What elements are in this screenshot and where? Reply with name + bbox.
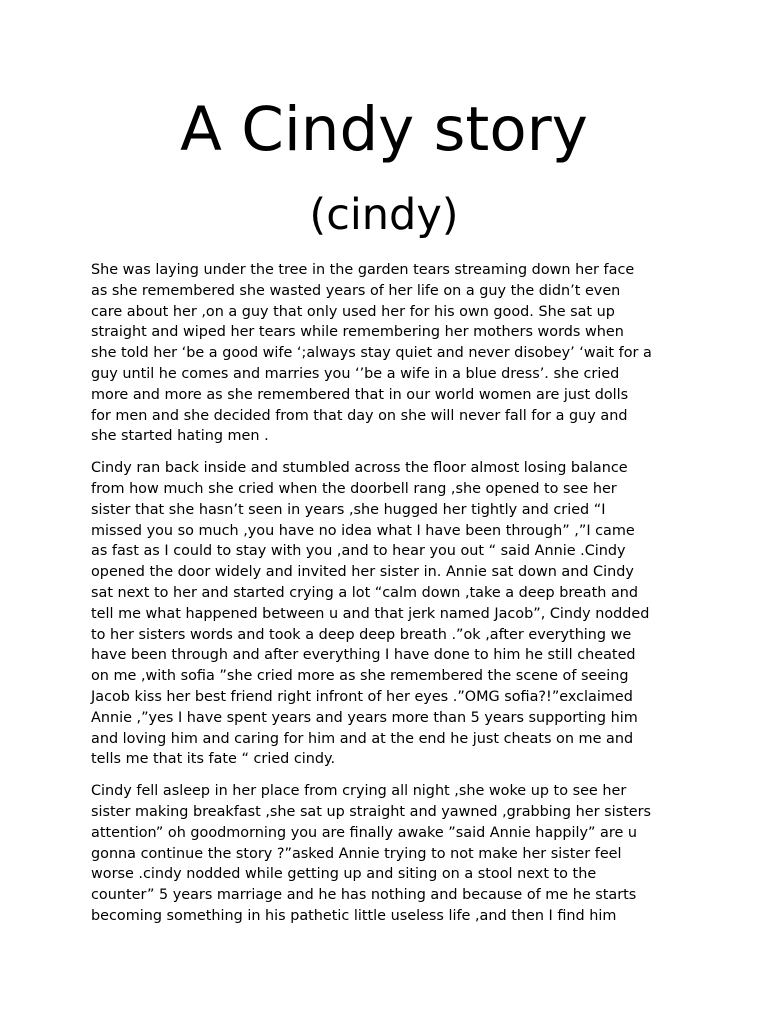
story-paragraph-2: Cindy ran back inside and stumbled across the floor almost losing balance from how much she cried when the doorbell rang ,she opened to see her sister that she hasn’t seen in years ,she hugged her tightly and cried “I missed you so much ,you have no idea what I have been through” ,”I came as fast as I could to stay with you ,and to hear you out “ said Annie .Cindy opened the door widely and invited her sister in. Annie sat down and Cindy sat next to her and started crying a lot “calm down ,take a deep breath and tell me what happened between u and that jerk named Jacob”, Cindy nodded to her sisters words and took a deep deep breath .”ok ,after everything we have been through and after everything I have done to him he still cheated on me ,with sofia ”she cried more as she remembered the scene of seeing Jacob kiss her best friend right infront of her eyes .”OMG sofia?!”exclaimed Annie ,”yes I have spent years and years more than 5 years supporting him and loving him and caring for him and at the end he just cheats on me and tells me that its fate “ cried cindy. <box>91 460 650 768</box>
story-paragraph-3: Cindy fell asleep in her place from crying all night ,she woke up to see her sister making breakfast ,she sat up straight and yawned ,grabbing her sisters attention” oh goodmorning you are finally awake ”said Annie happily” are u gonna continue the story ?”asked Annie trying to not make her sister feel worse .cindy nodded while getting up and siting on a stool next to the counter” 5 years marriage and he has nothing and because of me he starts becoming something in his pathetic little useless life ,and then I find him <box>91 783 651 924</box>
document-title: A Cindy story <box>180 94 588 165</box>
story-body <box>91 260 686 938</box>
story-paragraph-1: She was laying under the tree in the garden tears streaming down her face as she remembered she wasted years of her life on a guy the didn’t even care about her ,on a guy that only used her for his own good. She sat up straight and wiped her tears while remembering her mothers words when she told her ‘be a good wife ‘;always stay quiet and never disobey’ ‘wait for a guy until he comes and marries you ‘’be a wife in a blue dress’. she cried more and more as she remembered that in our world women are just dolls for men and she decided from that day on she will never fall for a guy and she started hating men . <box>91 262 652 445</box>
document-subtitle: (cindy) <box>309 190 459 240</box>
